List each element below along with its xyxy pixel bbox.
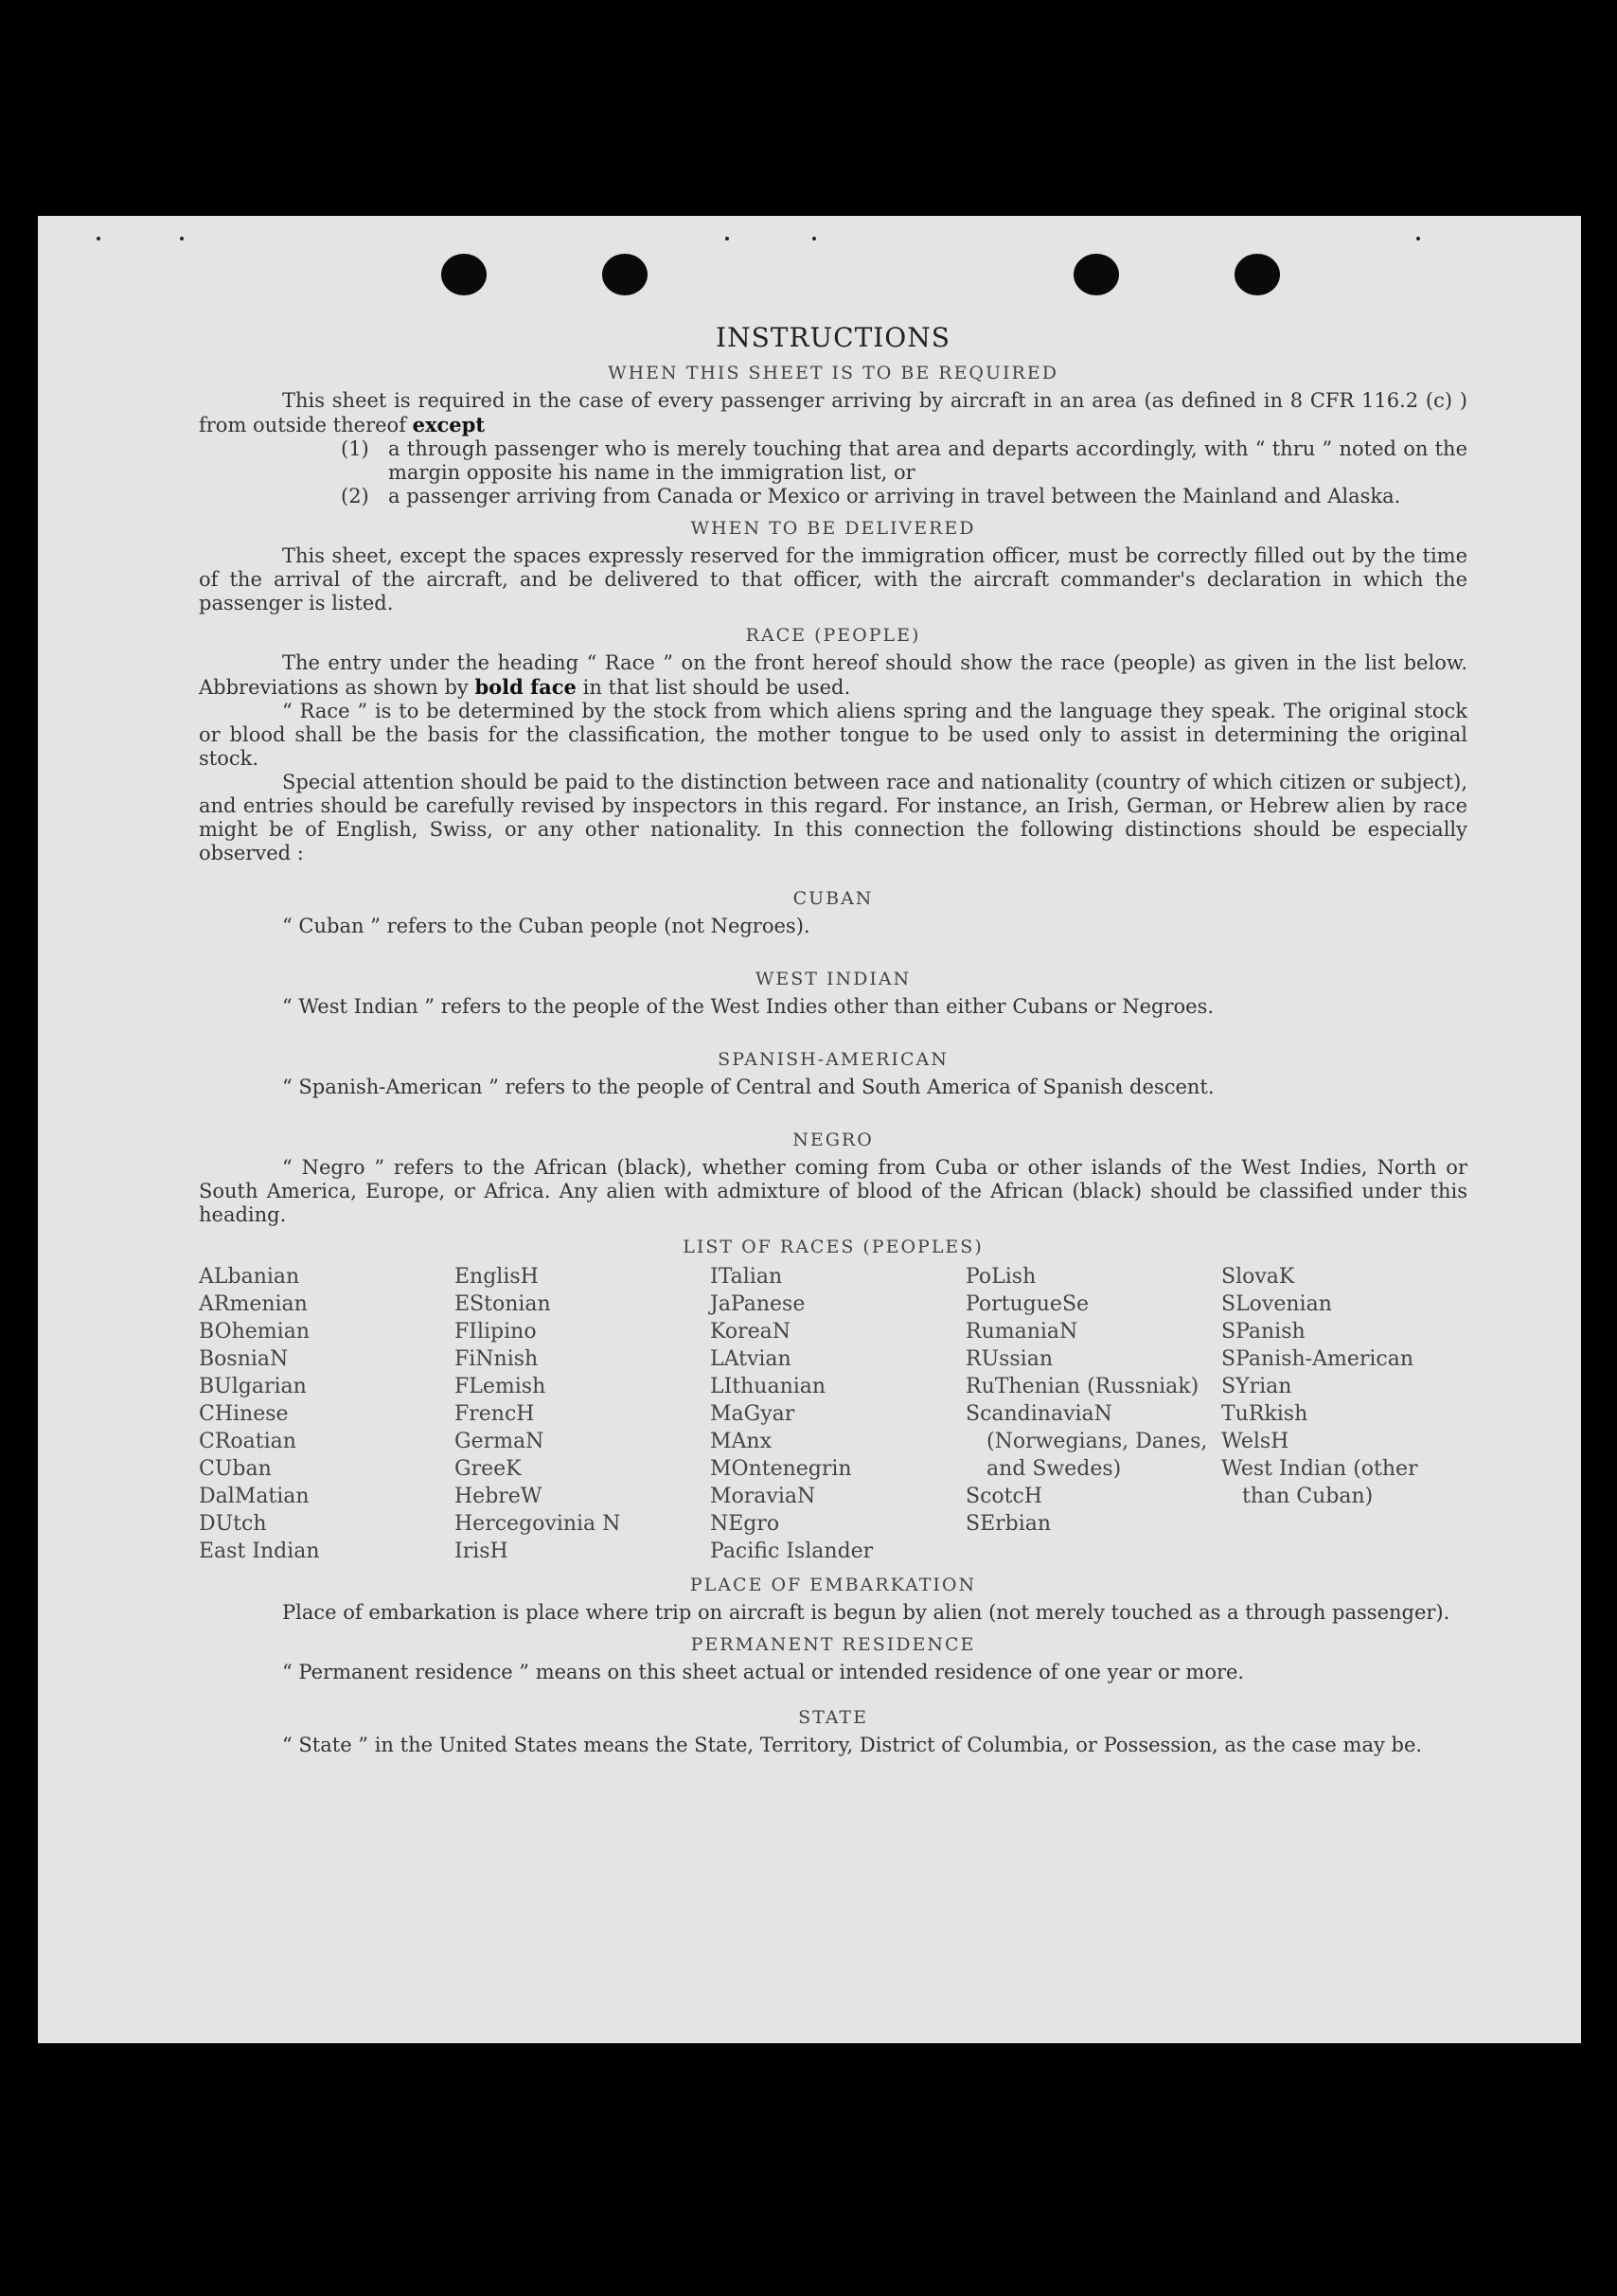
speck — [97, 237, 100, 240]
exception-item-1: (1) a through passenger who is merely touching that area and departs accordingly, with “ thru ” noted on the margin opposite his name in the immigration list, or — [341, 437, 1467, 484]
punch-hole-1 — [441, 254, 487, 295]
race-entry: SErbian — [966, 1512, 1052, 1536]
heading-cuban: CUBAN — [792, 888, 874, 909]
race-entry: LAtvian — [710, 1347, 791, 1371]
race-entry: WelsH — [1221, 1430, 1289, 1453]
race-entry: ScandinaviaN (Norwegians, Danes, and Swedes) — [966, 1402, 1208, 1481]
cuban-text: “ Cuban ” refers to the Cuban people (not Negroes). — [282, 915, 810, 937]
race-entry: NEgro — [710, 1512, 780, 1536]
race-entry: East Indian — [199, 1540, 320, 1563]
race-entry: FiNnish — [454, 1347, 539, 1371]
race-entry: RUssian — [966, 1347, 1054, 1371]
race-entry: MOntenegrin — [710, 1457, 852, 1481]
races-column — [710, 1263, 956, 1565]
race-entry: Pacific Islander — [710, 1540, 874, 1563]
punch-hole-3 — [1074, 254, 1119, 295]
race-paragraph-1: The entry under the heading “ Race ” on the front hereof should show the race (people) as given in the list below. Abbreviations as shown by bold face in that list should be used. — [199, 651, 1467, 699]
page-title: INSTRUCTIONS — [716, 322, 951, 353]
when-required-intro: This sheet is required in the case of every passenger arriving by aircraft in an area (as defined in 8 CFR 116.2 (c) ) from outside thereof except — [199, 389, 1467, 436]
west-indian-text: “ West Indian ” refers to the people of the West Indies other than either Cubans or Negroes. — [282, 995, 1215, 1018]
spanish-american-text: “ Spanish-American ” refers to the people of Central and South America of Spanish descent. — [282, 1076, 1215, 1098]
speck — [725, 237, 729, 240]
race-entry: ARmenian — [199, 1292, 308, 1316]
heading-spanish-american: SPANISH-AMERICAN — [718, 1049, 949, 1070]
race-entry: SlovaK — [1221, 1265, 1295, 1289]
race-entry: IrisH — [454, 1540, 508, 1563]
race-entry: HebreW — [454, 1485, 542, 1508]
race-entry: Hercegovinia N — [454, 1512, 621, 1536]
race-entry: GreeK — [454, 1457, 522, 1481]
race-entry: JaPanese — [710, 1292, 806, 1316]
races-column — [199, 1263, 445, 1565]
race-entry: ITalian — [710, 1265, 783, 1289]
negro-text: “ Negro ” refers to the African (black), whether coming from Cuba or other islands of the West Indies, North or South America, Europe, or Africa. Any alien with admixture of blood of the African (black) should be classified under this heading. — [199, 1156, 1467, 1226]
race-entry: CHinese — [199, 1402, 289, 1426]
race-entry: MAnx — [710, 1430, 772, 1453]
race-entry: BOhemian — [199, 1320, 310, 1344]
when-delivered-text: This sheet, except the spaces expressly reserved for the immigration officer, must be correctly filled out by the time of the arrival of the aircraft, and be delivered to that officer, with the aircraft commander's declaration in which the passenger is listed. — [199, 544, 1467, 614]
state-text: “ State ” in the United States means the State, Territory, District of Columbia, or Possession, as the case may be. — [282, 1734, 1423, 1756]
race-entry: MaGyar — [710, 1402, 795, 1426]
race-entry: DUtch — [199, 1512, 267, 1536]
races-list — [199, 1263, 1467, 1565]
heading-permanent-residence: PERMANENT RESIDENCE — [690, 1634, 976, 1655]
race-entry: FIlipino — [454, 1320, 537, 1344]
race-entry: CRoatian — [199, 1430, 296, 1453]
heading-embarkation: PLACE OF EMBARKATION — [689, 1575, 977, 1595]
punch-hole-2 — [602, 254, 648, 295]
race-entry: West Indian (other than Cuban) — [1221, 1457, 1418, 1508]
race-entry: SYrian — [1221, 1375, 1292, 1398]
speck — [180, 237, 184, 240]
race-entry: DalMatian — [199, 1485, 310, 1508]
race-entry: SLovenian — [1221, 1292, 1332, 1316]
race-entry: MoraviaN — [710, 1485, 816, 1508]
race-entry: KoreaN — [710, 1320, 791, 1344]
speck — [1416, 237, 1420, 240]
punch-hole-4 — [1235, 254, 1280, 295]
race-entry: FrencH — [454, 1402, 535, 1426]
heading-when-required: WHEN THIS SHEET IS TO BE REQUIRED — [608, 363, 1058, 383]
speck — [812, 237, 816, 240]
heading-west-indian: WEST INDIAN — [755, 969, 912, 989]
heading-negro: NEGRO — [792, 1130, 874, 1150]
race-entry: PoLish — [966, 1265, 1037, 1289]
heading-state: STATE — [798, 1707, 868, 1728]
race-entry: ALbanian — [199, 1265, 300, 1289]
race-entry: SPanish-American — [1221, 1347, 1414, 1371]
race-entry: GermaN — [454, 1430, 544, 1453]
race-entry: CUban — [199, 1457, 272, 1481]
race-entry: TuRkish — [1221, 1402, 1308, 1426]
race-entry: FLemish — [454, 1375, 546, 1398]
heading-when-delivered: WHEN TO BE DELIVERED — [690, 518, 976, 539]
race-entry: SPanish — [1221, 1320, 1306, 1344]
race-entry: RuThenian (Russniak) — [966, 1375, 1199, 1398]
race-entry: BUlgarian — [199, 1375, 307, 1398]
heading-list-of-races: LIST OF RACES (PEOPLES) — [683, 1237, 984, 1257]
race-paragraph-3: Special attention should be paid to the distinction between race and nationality (country of which citizen or subject), and entries should be carefully revised by inspectors in this regard. For instance, an Irish, German, or Hebrew alien by race might be of English, Swiss, or any other nationality. In this connection the following distinctions should be especially observed : — [199, 771, 1467, 864]
races-column — [1221, 1263, 1467, 1565]
embarkation-text: Place of embarkation is place where trip on aircraft is begun by alien (not merely touched as a through passenger). — [282, 1601, 1450, 1624]
races-column — [454, 1263, 701, 1565]
instruction-sheet — [38, 216, 1581, 2043]
instructions-content — [199, 322, 1467, 1757]
race-entry: RumaniaN — [966, 1320, 1078, 1344]
race-entry: BosniaN — [199, 1347, 289, 1371]
permanent-residence-text: “ Permanent residence ” means on this sheet actual or intended residence of one year or more. — [282, 1661, 1245, 1683]
races-column — [966, 1263, 1212, 1565]
race-entry: PortugueSe — [966, 1292, 1090, 1316]
race-entry: ScotcH — [966, 1485, 1042, 1508]
race-paragraph-2: “ Race ” is to be determined by the stock from which aliens spring and the language they speak. The original stock or blood shall be the basis for the classification, the mother tongue to be used only to assist in determining the original stock. — [199, 700, 1467, 770]
exception-item-2: (2) a passenger arriving from Canada or Mexico or arriving in travel between the Mainland and Alaska. — [341, 485, 1401, 507]
race-entry: EnglisH — [454, 1265, 539, 1289]
race-entry: LIthuanian — [710, 1375, 826, 1398]
heading-race: RACE (PEOPLE) — [745, 625, 921, 646]
race-entry: EStonian — [454, 1292, 551, 1316]
